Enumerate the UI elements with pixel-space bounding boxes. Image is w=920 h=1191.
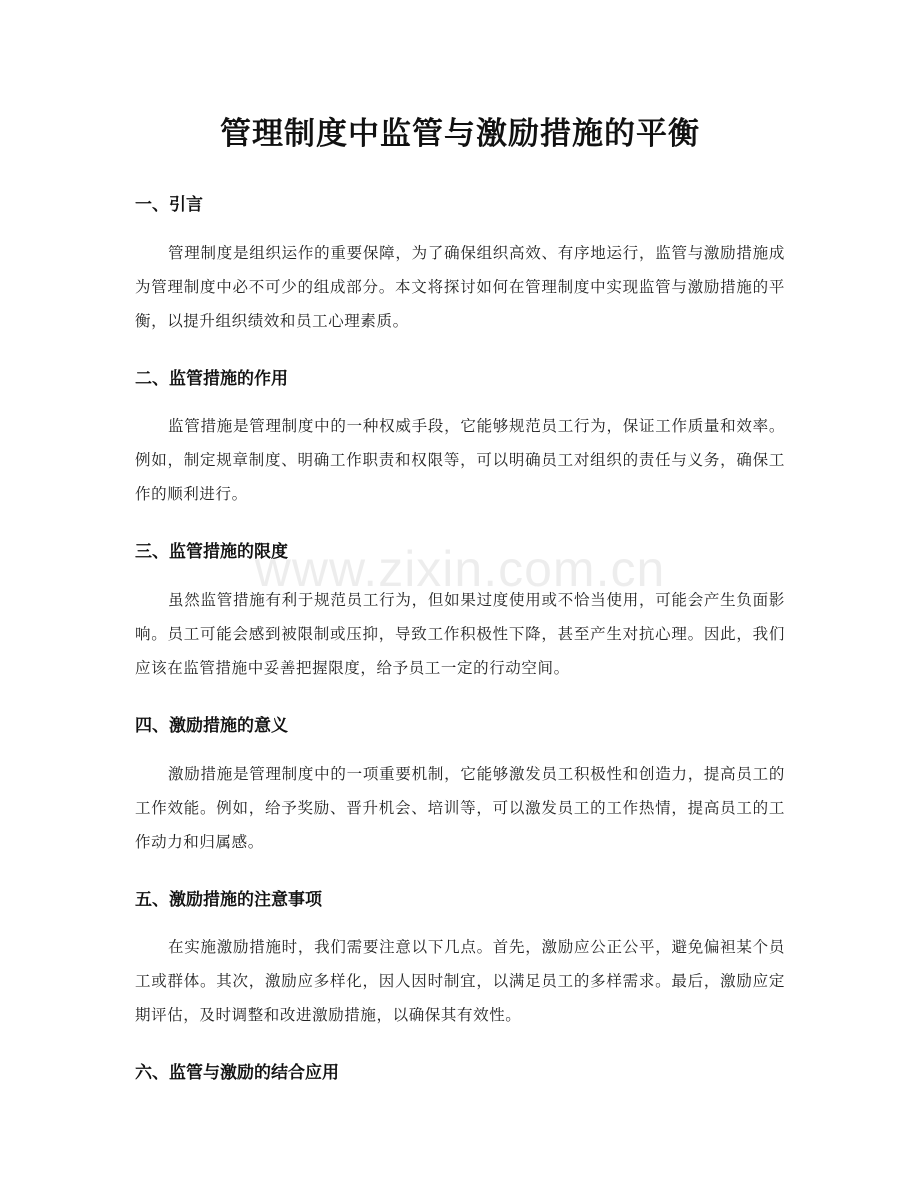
section-heading-combined-application: 六、监管与激励的结合应用 [135, 1063, 339, 1083]
section-paragraph-incentive-notes: 在实施激励措施时，我们需要注意以下几点。首先，激励应公正公平，避免偏袒某个员工或群体。其次，激励应多样化，因人因时制宜，以满足员工的多样需求。最后，激励应定期评估，及时调整和改进激励措施，以确保其有效性。 [135, 938, 785, 1024]
section-paragraph-supervision-role: 监管措施是管理制度中的一种权威手段，它能够规范员工行为，保证工作质量和效率。例如，制定规章制度、明确工作职责和权限等，可以明确员工对组织的责任与义务，确保工作的顺利进行。 [135, 417, 785, 503]
section-paragraph-intro: 管理制度是组织运作的重要保障，为了确保组织高效、有序地运行，监管与激励措施成为管理制度中必不可少的组成部分。本文将探讨如何在管理制度中实现监管与激励措施的平衡，以提升组织绩效和员工心理素质。 [135, 244, 785, 330]
section-heading-incentive-notes: 五、激励措施的注意事项 [135, 890, 322, 910]
section-heading-incentive-meaning: 四、激励措施的意义 [135, 716, 288, 736]
section-heading-supervision-limits: 三、监管措施的限度 [135, 542, 288, 562]
section-paragraph-incentive-meaning: 激励措施是管理制度中的一项重要机制，它能够激发员工积极性和创造力，提高员工的工作效能。例如，给予奖励、晋升机会、培训等，可以激发员工的工作热情，提高员工的工作动力和归属感。 [135, 765, 785, 851]
section-heading-supervision-role: 二、监管措施的作用 [135, 369, 288, 389]
section-heading-intro: 一、引言 [135, 195, 203, 215]
watermark: www.zixin.com.cn [254, 541, 666, 597]
document-title: 管理制度中监管与激励措施的平衡 [220, 116, 700, 152]
section-paragraph-supervision-limits: 虽然监管措施有利于规范员工行为，但如果过度使用或不恰当使用，可能会产生负面影响。员工可能会感到被限制或压抑，导致工作积极性下降，甚至产生对抗心理。因此，我们应该在监管措施中妥善把握限度，给予员工一定的行动空间。 [135, 591, 785, 677]
